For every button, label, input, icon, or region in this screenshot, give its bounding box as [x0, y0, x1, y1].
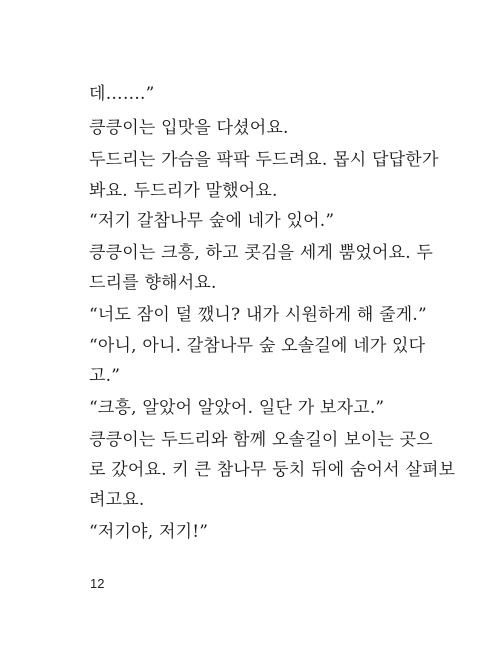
- text-line: “크흥, 알았어 알았어. 일단 가 보자고.”: [89, 398, 385, 418]
- text-line: 킁킁이는 두드리와 함께 오솔길이 보이는 곳으: [89, 430, 433, 450]
- text-line: 킁킁이는 크흥, 하고 콧김을 세게 뿜었어요. 두: [89, 243, 434, 263]
- text-line: 킁킁이는 입맛을 다셨어요.: [89, 118, 289, 138]
- text-line: “저기야, 저기!”: [89, 522, 209, 542]
- text-line: 데…….”: [89, 84, 155, 104]
- page-number: 12: [90, 576, 105, 591]
- text-line: “너도 잠이 덜 깼니? 내가 시원하게 해 줄게.”: [89, 305, 427, 325]
- text-line: “아니, 아니. 갈참나무 숲 오솔길에 네가 있다: [89, 336, 426, 356]
- text-line: “저기 갈참나무 숲에 네가 있어.”: [89, 211, 335, 231]
- text-line: 봐요. 두드리가 말했어요.: [89, 181, 278, 201]
- text-line: 고.”: [89, 366, 121, 386]
- text-line: 두드리는 가슴을 팍팍 두드려요. 몹시 답답한가: [89, 150, 439, 170]
- text-line: 드리를 향해서요.: [89, 273, 217, 293]
- text-line: 로 갔어요. 키 큰 참나무 둥치 뒤에 숨어서 살펴보: [89, 460, 456, 480]
- text-line: 려고요.: [89, 490, 145, 510]
